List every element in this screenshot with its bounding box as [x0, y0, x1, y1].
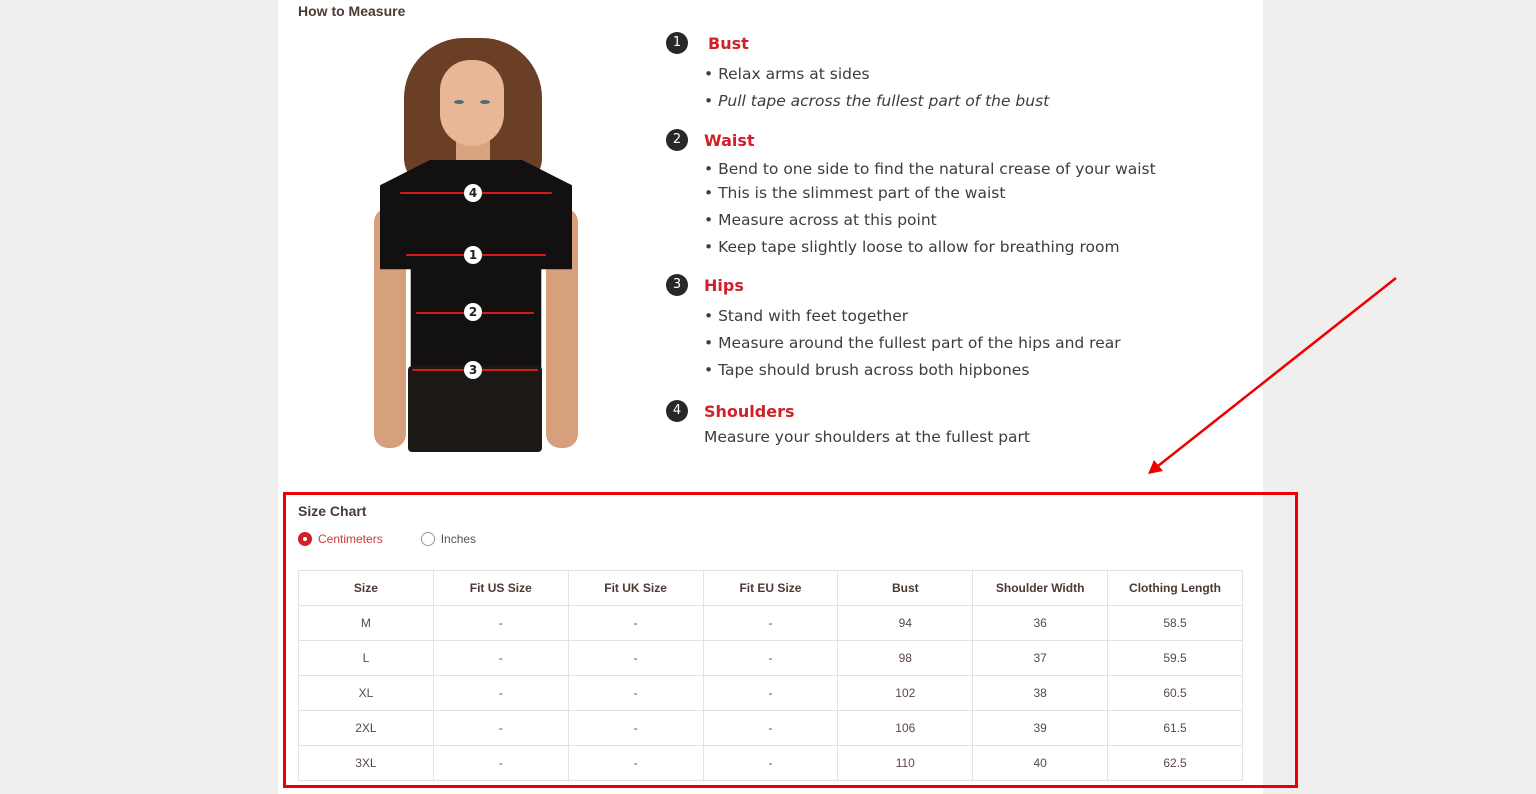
bullet: • Tape should brush across both hipbones [704, 361, 1030, 379]
size-chart-title: Size Chart [298, 503, 367, 519]
section-waist [666, 128, 1186, 256]
table-cell: 3XL [299, 746, 434, 781]
column-header: Clothing Length [1108, 571, 1243, 606]
table-cell: 110 [838, 746, 973, 781]
column-header: Shoulder Width [973, 571, 1108, 606]
radio-label: Centimeters [318, 532, 383, 546]
section-shoulders [666, 399, 1186, 446]
table-cell: - [433, 711, 568, 746]
table-cell: M [299, 606, 434, 641]
unit-selector [298, 532, 514, 546]
table-row [299, 746, 1243, 781]
table-cell: 58.5 [1108, 606, 1243, 641]
table-cell: 40 [973, 746, 1108, 781]
marker-4: 4 [464, 184, 482, 202]
table-cell: 106 [838, 711, 973, 746]
bullet: • Stand with feet together [704, 307, 909, 325]
table-cell: 61.5 [1108, 711, 1243, 746]
bullet: • Bend to one side to find the natural crease of your waist [704, 160, 1156, 178]
table-cell: - [703, 606, 838, 641]
table-cell: - [433, 676, 568, 711]
bullet: • Relax arms at sides [704, 65, 870, 83]
table-header-row [299, 571, 1243, 606]
number-badge: 4 [666, 400, 688, 422]
marker-1: 1 [464, 246, 482, 264]
table-cell: - [433, 746, 568, 781]
table-row [299, 711, 1243, 746]
table-cell: 98 [838, 641, 973, 676]
marker-2: 2 [464, 303, 482, 321]
table-cell: 94 [838, 606, 973, 641]
section-bust [666, 31, 1186, 110]
table-cell: L [299, 641, 434, 676]
table-cell: 2XL [299, 711, 434, 746]
table-cell: - [568, 641, 703, 676]
bullet: • This is the slimmest part of the waist [704, 184, 1006, 202]
bullet: • Keep tape slightly loose to allow for breathing room [704, 238, 1120, 256]
column-header: Fit US Size [433, 571, 568, 606]
table-cell: 62.5 [1108, 746, 1243, 781]
bullet: • Pull tape across the fullest part of the bust [704, 92, 1050, 110]
table-cell: - [703, 711, 838, 746]
section-title: Bust [708, 33, 749, 53]
table-cell: 59.5 [1108, 641, 1243, 676]
table-cell: - [568, 746, 703, 781]
bullet: • Measure around the fullest part of the hips and rear [704, 334, 1121, 352]
radio-label: Inches [440, 532, 477, 546]
column-header: Fit EU Size [703, 571, 838, 606]
table-row [299, 606, 1243, 641]
section-title: Shoulders [704, 401, 795, 421]
marker-3: 3 [464, 361, 482, 379]
table-cell: 39 [973, 711, 1108, 746]
table-cell: - [568, 606, 703, 641]
column-header: Fit UK Size [568, 571, 703, 606]
table-row [299, 676, 1243, 711]
radio-checked-icon [298, 532, 312, 546]
table-cell: - [703, 746, 838, 781]
size-chart-table [298, 570, 1243, 781]
table-cell: 38 [973, 676, 1108, 711]
table-cell: - [433, 641, 568, 676]
instruction-text: Measure your shoulders at the fullest part [704, 428, 1031, 446]
radio-centimeters[interactable] [298, 532, 383, 546]
number-badge: 3 [666, 274, 688, 296]
section-hips [666, 273, 1186, 379]
table-row [299, 641, 1243, 676]
table-cell: XL [299, 676, 434, 711]
number-badge: 2 [666, 129, 688, 151]
table-cell: 102 [838, 676, 973, 711]
radio-unchecked-icon [421, 532, 435, 546]
table-cell: 37 [973, 641, 1108, 676]
number-badge: 1 [666, 32, 688, 54]
how-to-measure-title: How to Measure [298, 3, 406, 19]
radio-inches[interactable] [421, 532, 476, 546]
model-measurement-image [370, 30, 582, 452]
bullet: • Measure across at this point [704, 211, 937, 229]
table-cell: 60.5 [1108, 676, 1243, 711]
section-title: Waist [704, 130, 755, 150]
table-cell: 36 [973, 606, 1108, 641]
table-cell: - [703, 641, 838, 676]
column-header: Size [299, 571, 434, 606]
table-cell: - [703, 676, 838, 711]
column-header: Bust [838, 571, 973, 606]
section-title: Hips [704, 275, 744, 295]
table-cell: - [568, 711, 703, 746]
table-cell: - [568, 676, 703, 711]
table-cell: - [433, 606, 568, 641]
